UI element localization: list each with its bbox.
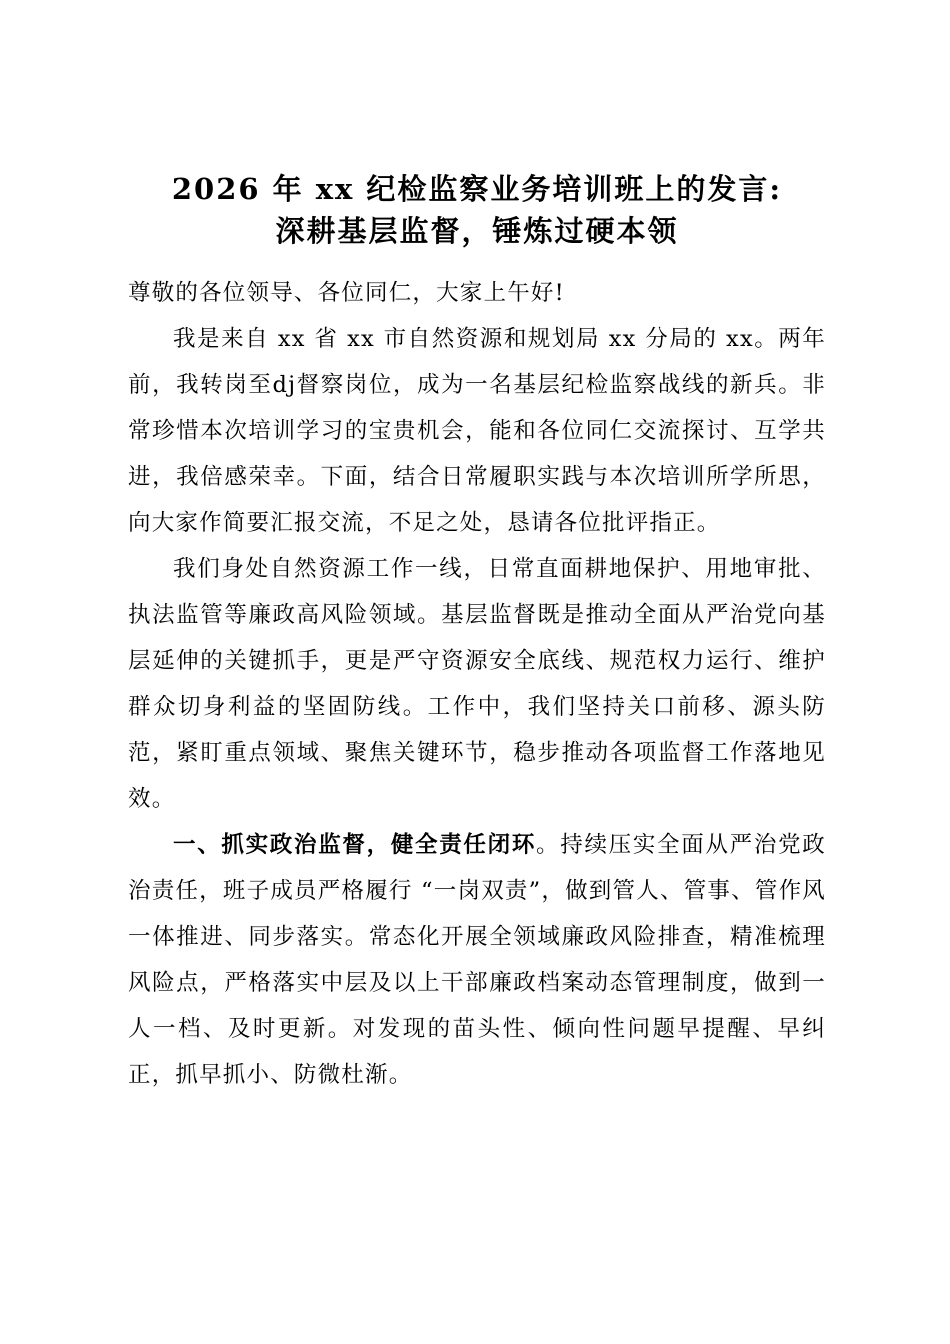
context-paragraph: 我们身处自然资源工作一线，日常直面耕地保护、用地审批、执法监管等廉政高风险领域。基层监督既是推动全面从严治党向基层延伸的关键抓手，更是严守资源安全底线、规范权力运行、维护群众切身利益的坚固防线。工作中，我们坚持关口前移、源头防范，紧盯重点领域、聚焦关键环节，稳步推动各项监督工作落地见效。 <box>128 556 826 812</box>
section-1-body: 。持续压实全面从严治党政治责任，班子成员严格履行 “一岗双责”，做到管人、管事、管作风一体推进、同步落实。常态化开展全领域廉政风险排查，精准梳理风险点，严格落实中层及以上干部廉政档案动态管理制度，做到一人一档、及时更新。对发现的苗头性、倾向性问题早提醒、早纠正，抓早抓小、防微杜渐。 <box>128 832 826 1088</box>
intro-paragraph: 我是来自 xx 省 xx 市自然资源和规划局 xx 分局的 xx。两年前，我转岗至dj督察岗位，成为一名基层纪检监察战线的新兵。非常珍惜本次培训学习的宝贵机会，能和各位同仁交流探讨、互学共进，我倍感荣幸。下面，结合日常履职实践与本次培训所学所思，向大家作简要汇报交流，不足之处，恳请各位批评指正。 <box>128 326 826 536</box>
document-page <box>128 168 826 1098</box>
title-line-2: 深耕基层监督，锤炼过硬本领 <box>275 214 679 248</box>
title-line-1: 2026 年 xx 纪检监察业务培训班上的发言: <box>171 172 783 206</box>
document-title <box>128 168 826 252</box>
greeting-paragraph: 尊敬的各位领导、各位同仁，大家上午好! <box>128 280 565 306</box>
section-1-paragraph <box>128 822 826 1098</box>
section-1-heading: 一、抓实政治监督，健全责任闭环 <box>173 832 537 858</box>
